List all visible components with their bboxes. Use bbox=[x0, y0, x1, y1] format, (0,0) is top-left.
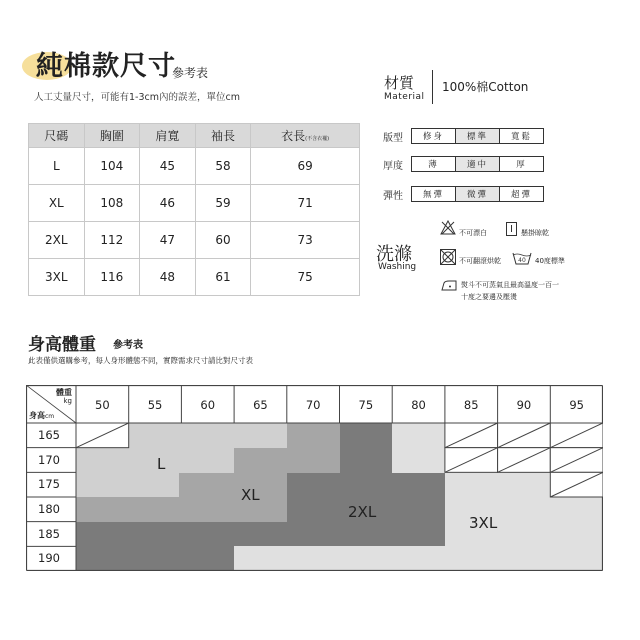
cell-chest: 104 bbox=[84, 148, 140, 185]
fit-options bbox=[411, 128, 543, 144]
iron-icon bbox=[441, 279, 457, 291]
height-label: 165 bbox=[38, 428, 60, 442]
fit-option-loose: 寬鬆 bbox=[499, 128, 544, 144]
corner-height: 身高cm bbox=[29, 411, 55, 420]
material-value: 100%棉Cotton bbox=[442, 80, 529, 94]
cell-chest: 108 bbox=[84, 185, 140, 222]
cell-length: 75 bbox=[251, 259, 360, 296]
table-row bbox=[29, 148, 360, 185]
size-table bbox=[28, 123, 360, 296]
no-bleach-icon bbox=[440, 220, 456, 235]
height-weight-note: 此表僅供選購參考，每人身形體態不同，實際需求尺寸請比對尺寸表 bbox=[28, 356, 253, 365]
header-size: 尺碼 bbox=[29, 124, 85, 148]
cell-sleeve: 59 bbox=[195, 185, 251, 222]
weight-header: 60 bbox=[200, 398, 216, 412]
cell-shoulder: 47 bbox=[140, 222, 196, 259]
header-length-note: (不含衣襬) bbox=[305, 136, 330, 142]
weight-header: 65 bbox=[253, 398, 268, 412]
table-row bbox=[29, 259, 360, 296]
fit-option-regular: 標準 bbox=[455, 128, 500, 144]
weight-header: 95 bbox=[569, 398, 584, 412]
grid-lines bbox=[26, 385, 603, 571]
cell-chest: 112 bbox=[84, 222, 140, 259]
cell-sleeve: 58 bbox=[195, 148, 251, 185]
cell-size: XL bbox=[29, 185, 85, 222]
size-label-xl: XL bbox=[241, 486, 260, 504]
thickness-option-thick: 厚 bbox=[499, 156, 544, 172]
hang-dry-text: 懸掛晾乾 bbox=[521, 229, 549, 237]
header-length: 衣長(不含衣襬) bbox=[251, 124, 360, 148]
measurement-note: 人工丈量尺寸，可能有1-3cm內的誤差，單位cm bbox=[34, 92, 240, 103]
corner-kg: kg bbox=[63, 397, 72, 405]
fit-label: 版型 bbox=[383, 133, 403, 144]
washing-label: 洗滌 bbox=[376, 244, 412, 265]
material-label: 材質 bbox=[384, 74, 415, 92]
hang-dry-icon bbox=[506, 222, 517, 236]
cell-chest: 116 bbox=[84, 259, 140, 296]
thickness-option-medium: 適中 bbox=[455, 156, 500, 172]
height-weight-title-suffix: 參考表 bbox=[113, 340, 143, 351]
height-weight-title: 身高體重 bbox=[28, 335, 96, 355]
thickness-option-thin: 薄 bbox=[411, 156, 456, 172]
weight-header: 55 bbox=[147, 398, 163, 412]
size-label-3xl: 3XL bbox=[469, 514, 498, 532]
iron-text-line1: 熨斗不可蒸氣且最高溫度一百一 bbox=[461, 281, 559, 289]
no-tumble-dry-text: 不可翻滾烘乾 bbox=[459, 257, 501, 265]
weight-header: 70 bbox=[305, 398, 321, 412]
size-label-l: L bbox=[157, 455, 166, 473]
cell-size: 2XL bbox=[29, 222, 85, 259]
height-label: 170 bbox=[38, 452, 60, 467]
height-label: 190 bbox=[38, 551, 60, 566]
weight-header: 85 bbox=[463, 398, 479, 412]
weight-header: 50 bbox=[95, 398, 110, 412]
cell-length: 71 bbox=[251, 185, 360, 222]
header-chest: 胸圍 bbox=[84, 124, 140, 148]
cell-sleeve: 60 bbox=[195, 222, 251, 259]
height-label: 180 bbox=[38, 502, 60, 516]
wash-temp-number: 40 bbox=[518, 257, 526, 264]
cell-length: 73 bbox=[251, 222, 360, 259]
washing-label-en: Washing bbox=[378, 262, 417, 272]
iron-text-line2: 十度之要邊及壓燙 bbox=[461, 293, 517, 301]
cell-size: 3XL bbox=[29, 259, 85, 296]
cell-length: 69 bbox=[251, 148, 360, 185]
stretch-options bbox=[411, 186, 543, 202]
height-label: 185 bbox=[38, 526, 60, 541]
header-shoulder: 肩寬 bbox=[140, 124, 196, 148]
header-sleeve: 袖長 bbox=[195, 124, 251, 148]
weight-header: 90 bbox=[516, 398, 532, 412]
height-weight-chart bbox=[26, 385, 603, 571]
wash-40-text: 40度標準 bbox=[535, 257, 565, 265]
cell-size: L bbox=[29, 148, 85, 185]
thickness-label: 厚度 bbox=[383, 161, 403, 172]
no-bleach-text: 不可漂白 bbox=[459, 229, 487, 237]
stretch-option-high: 超彈 bbox=[499, 186, 544, 202]
wash-40-icon bbox=[512, 252, 532, 265]
size-label-2xl: 2XL bbox=[348, 503, 377, 521]
table-row bbox=[29, 222, 360, 259]
size-table-header bbox=[29, 124, 360, 148]
page-title-suffix: 參考表 bbox=[172, 66, 209, 80]
corner-weight: 體重 bbox=[56, 388, 72, 397]
stretch-label: 彈性 bbox=[383, 191, 403, 202]
page-title: 純棉款尺寸 bbox=[36, 51, 176, 82]
no-tumble-dry-icon bbox=[440, 249, 456, 265]
stretch-option-none: 無彈 bbox=[411, 186, 456, 202]
cell-shoulder: 48 bbox=[140, 259, 196, 296]
table-row bbox=[29, 185, 360, 222]
material-divider bbox=[432, 70, 433, 104]
fit-option-slim: 修身 bbox=[411, 128, 456, 144]
stretch-option-slight: 微彈 bbox=[455, 186, 500, 202]
cell-sleeve: 61 bbox=[195, 259, 251, 296]
cell-shoulder: 45 bbox=[140, 148, 196, 185]
height-label: 175 bbox=[38, 477, 60, 492]
weight-header: 75 bbox=[358, 398, 374, 412]
cell-shoulder: 46 bbox=[140, 185, 196, 222]
weight-header: 80 bbox=[411, 398, 426, 412]
material-label-en: Material bbox=[384, 92, 425, 102]
thickness-options bbox=[411, 156, 543, 172]
